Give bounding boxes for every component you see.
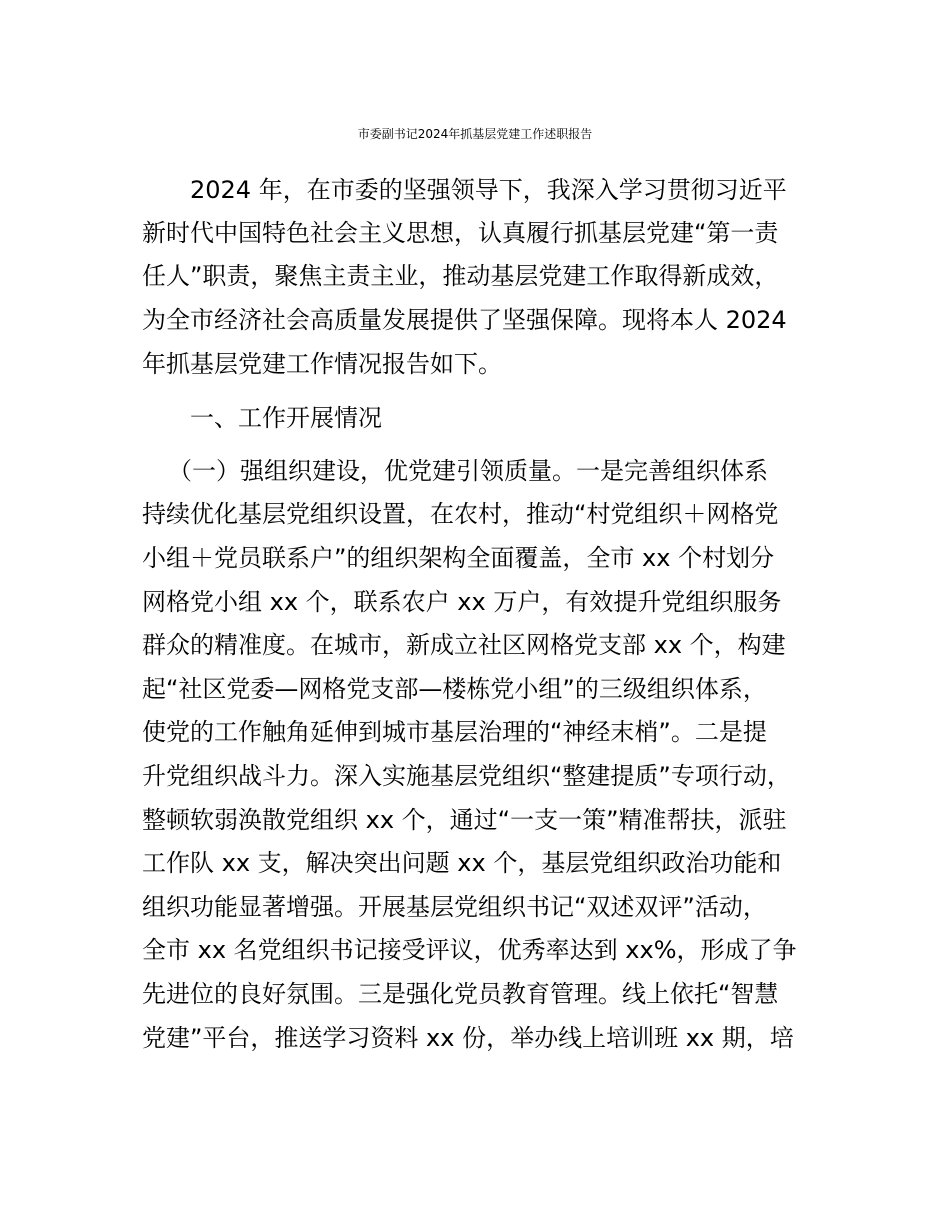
paragraph-line: 工作队 xx 支，解决突出问题 xx 个，基层党组织政治功能和: [142, 849, 782, 877]
paragraph-line: 党建”平台，推送学习资料 xx 份，举办线上培训班 xx 期，培: [142, 1024, 794, 1052]
paragraph-line: 小组＋党员联系户”的组织架构全面覆盖，全市 xx 个村划分: [142, 544, 775, 572]
paragraph-line: 年抓基层党建工作情况报告如下。: [142, 350, 502, 378]
paragraph-line: 组织功能显著增强。开展基层党组织书记“双述双评”活动，: [142, 893, 767, 921]
paragraph-line: 为全市经济社会高质量发展提供了坚强保障。现将本人 2024: [142, 306, 787, 334]
paragraph-line: 升党组织战斗力。深入实施基层党组织“整建提质”专项行动，: [142, 762, 791, 790]
paragraph-line: 任人”职责，聚焦主责主业，推动基层党建工作取得新成效，: [142, 262, 779, 290]
paragraph-line: 持续优化基层党组织设置，在农村，推动“村党组织＋网格党: [142, 500, 779, 528]
paragraph-line: 2024 年，在市委的坚强领导下，我深入学习贯彻习近平: [190, 176, 787, 204]
paragraph-line: 新时代中国特色社会主义思想，认真履行抓基层党建“第一责: [142, 219, 779, 247]
paragraph-line: （一）强组织建设，优党建引领质量。一是完善组织体系: [168, 457, 768, 485]
paragraph-line: 起“社区党委—网格党支部—楼栋党小组”的三级组织体系，: [142, 675, 767, 703]
section-heading: 一、工作开展情况: [190, 404, 382, 432]
paragraph-line: 使党的工作触角延伸到城市基层治理的“神经末梢”。二是提: [142, 718, 767, 746]
paragraph-line: 全市 xx 名党组织书记接受评议，优秀率达到 xx%，形成了争: [142, 936, 797, 964]
paragraph-line: 群众的精准度。在城市，新成立社区网格党支部 xx 个，构建: [142, 631, 786, 659]
paragraph-line: 网格党小组 xx 个，联系农户 xx 万户，有效提升党组织服务: [142, 588, 782, 616]
paragraph-line: 整顿软弱涣散党组织 xx 个，通过“一支一策”精准帮扶，派驻: [142, 806, 787, 834]
document-title: 市委副书记2024年抓基层党建工作述职报告: [357, 127, 593, 141]
paragraph-line: 先进位的良好氛围。三是强化党员教育管理。线上依托“智慧: [142, 980, 779, 1008]
